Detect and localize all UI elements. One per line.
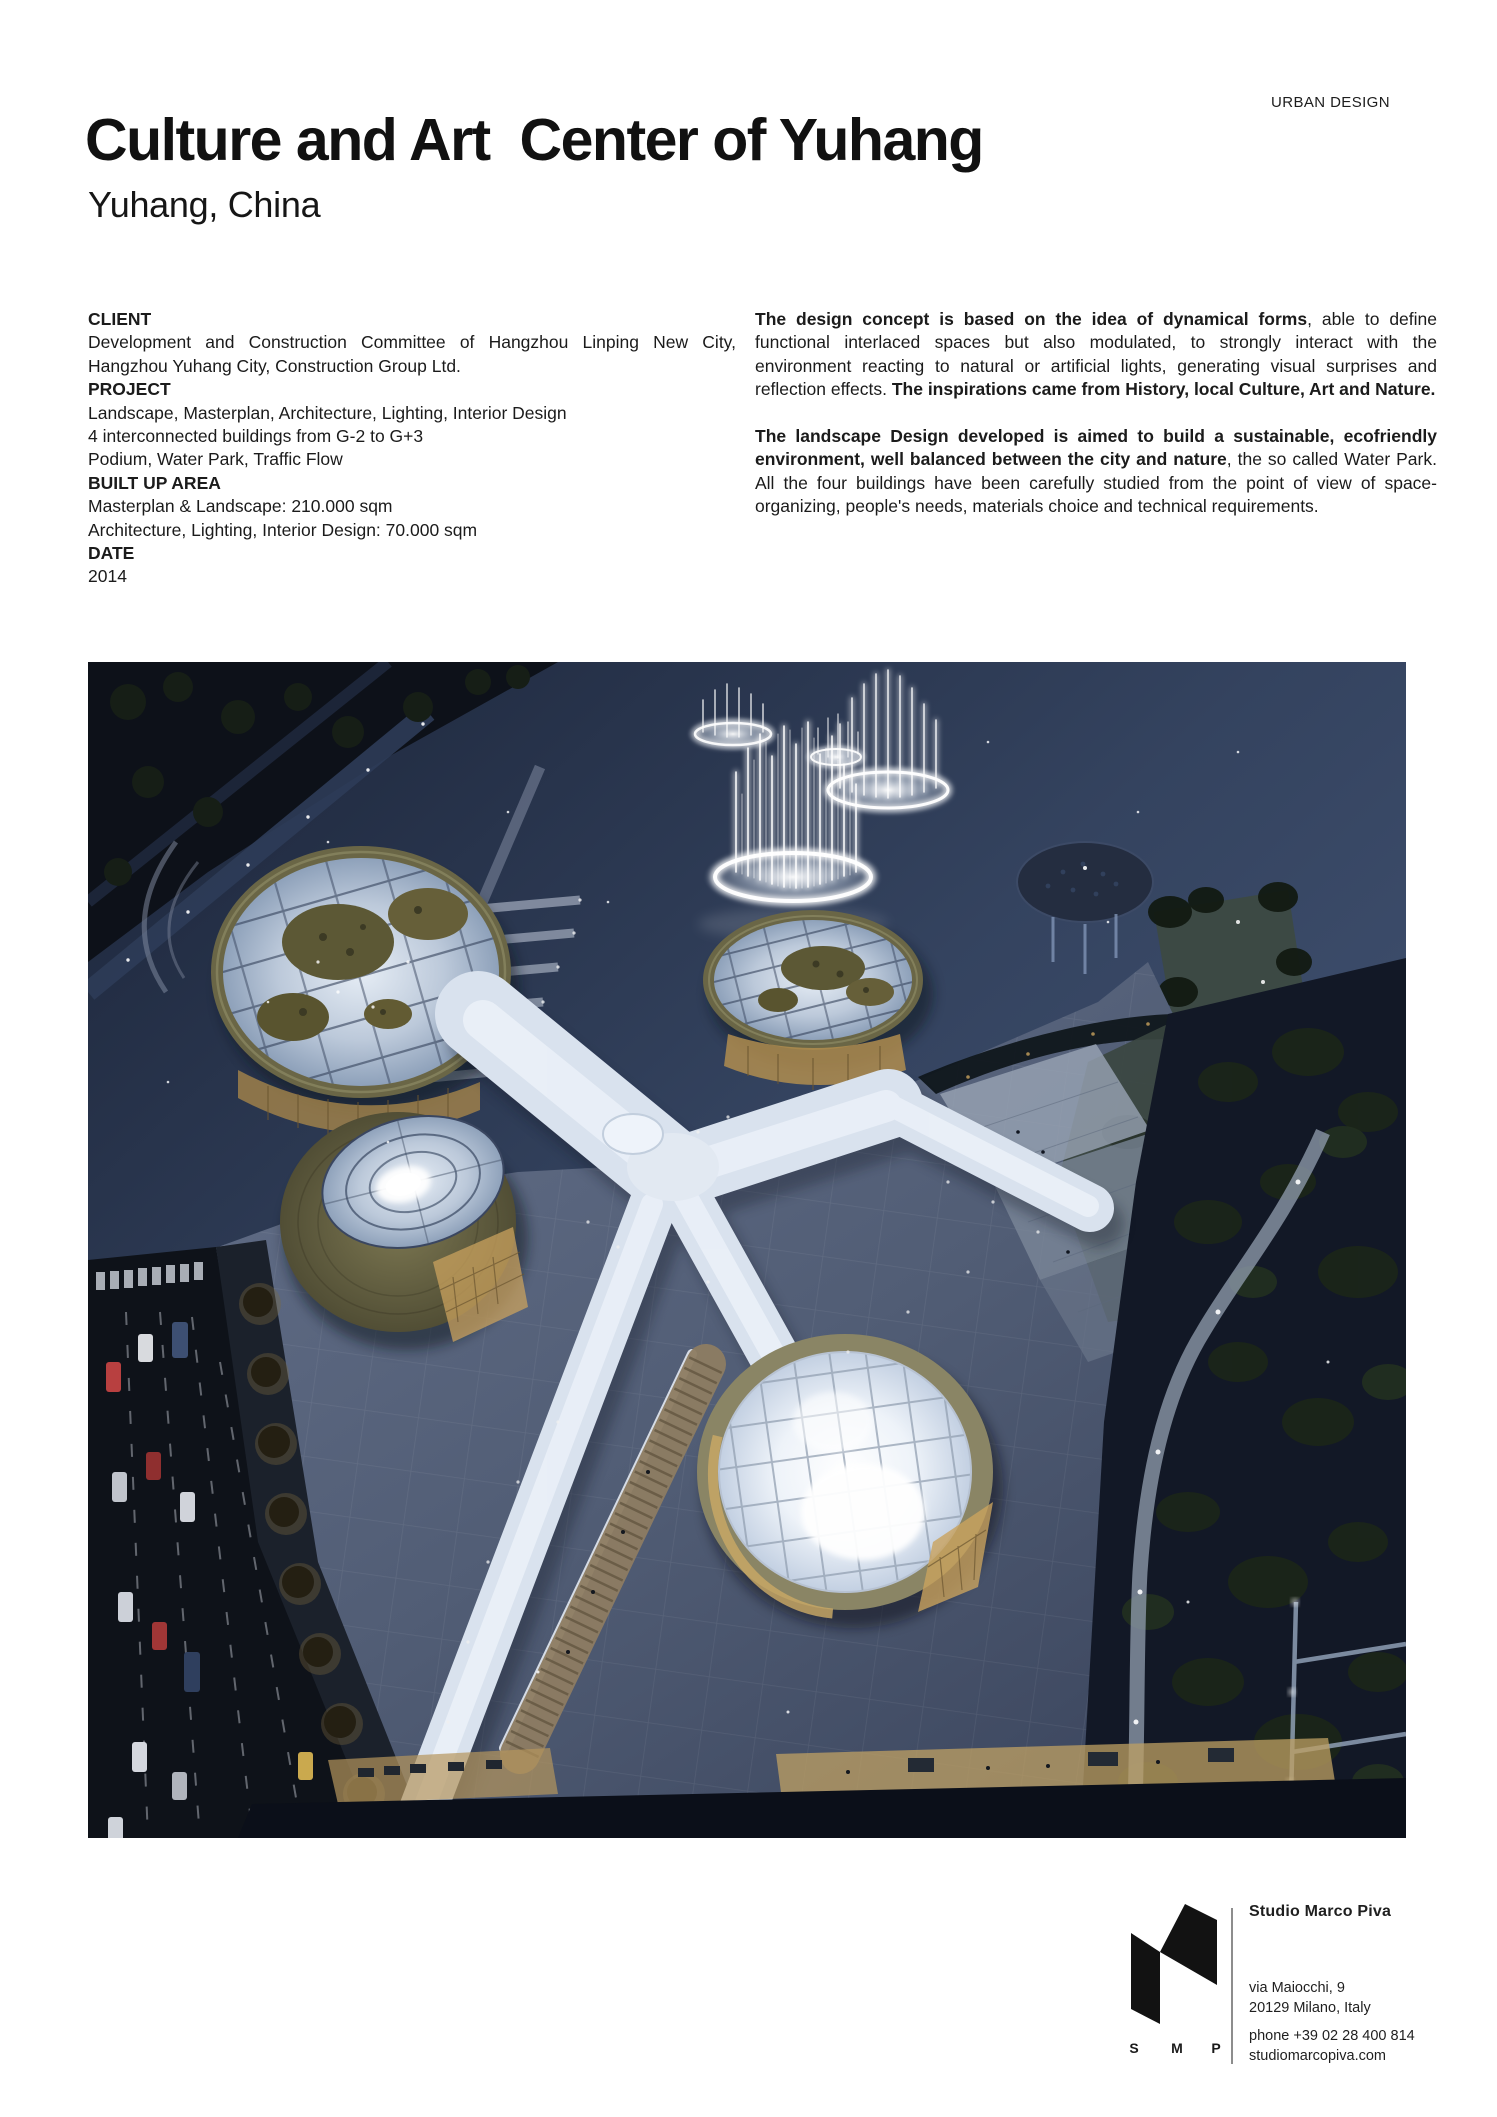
studio-name: Studio Marco Piva bbox=[1249, 1903, 1392, 1920]
built-up-area-line: Masterplan & Landscape: 210.000 sqm bbox=[88, 496, 393, 517]
client-label: CLIENT bbox=[88, 309, 152, 329]
rendering-artwork bbox=[88, 662, 1406, 1838]
concept-paragraph-1: The design concept is based on the idea of dynamical forms, able to define functional interlaced spaces but also modulated, to strongly interact with the environment reacting to natural or artificial lights, generating visual surprises and reflection effects. The inspirations came from History, local Culture, Art and Nature. bbox=[755, 309, 1437, 400]
category-label: URBAN DESIGN bbox=[1271, 94, 1390, 111]
built-up-area-line: Architecture, Lighting, Interior Design: 70.000 sqm bbox=[88, 519, 478, 540]
project-line: Podium, Water Park, Traffic Flow bbox=[88, 449, 343, 470]
studio-phone: phone +39 02 28 400 814 bbox=[1249, 2027, 1415, 2044]
built-up-area-label: BUILT UP AREA bbox=[88, 472, 221, 493]
project-label: PROJECT bbox=[88, 379, 171, 400]
page-subtitle: Yuhang, China bbox=[88, 184, 321, 225]
client-line: Hangzhou Yuhang City, Construction Group Ltd. bbox=[88, 355, 461, 376]
project-rendering bbox=[88, 662, 1406, 1838]
project-description bbox=[755, 308, 1437, 589]
studio-website: studiomarcopiva.com bbox=[1249, 2048, 1386, 2064]
project-info bbox=[88, 308, 1437, 589]
date-label: DATE bbox=[88, 543, 135, 564]
concept-paragraph-2: The landscape Design developed is aimed to build a sustainable, ecofriendly environment, well balanced between the city and nature, the so called Water Park. All the four buildings have been carefully studied from the point of view of space-organizing, people's needs, materials choice and technical requirements. bbox=[755, 426, 1437, 517]
project-line: 4 interconnected buildings from G-2 to G+3 bbox=[88, 426, 424, 447]
footer-divider bbox=[1231, 1908, 1233, 2064]
project-line: Landscape, Masterplan, Architecture, Lighting, Interior Design bbox=[88, 402, 567, 423]
page-title: Culture and Art Center of Yuhang bbox=[85, 107, 983, 173]
studio-logo bbox=[1106, 1896, 1224, 2062]
date-value: 2014 bbox=[88, 566, 127, 587]
studio-contact bbox=[1249, 1902, 1415, 2067]
logo-right-shape bbox=[1160, 1904, 1217, 1985]
logo-initial-s: S bbox=[1129, 2040, 1139, 2056]
studio-address-line2: 20129 Milano, Italy bbox=[1249, 2000, 1371, 2016]
client-line: Development and Construction Committee of Hangzhou Linping New City, bbox=[88, 332, 736, 353]
studio-address-line1: via Maiocchi, 9 bbox=[1249, 1979, 1345, 1996]
logo-initial-m: M bbox=[1171, 2040, 1183, 2056]
logo-initial-p: P bbox=[1211, 2040, 1221, 2056]
logo-left-shape bbox=[1131, 1933, 1160, 2024]
project-details bbox=[88, 308, 736, 589]
